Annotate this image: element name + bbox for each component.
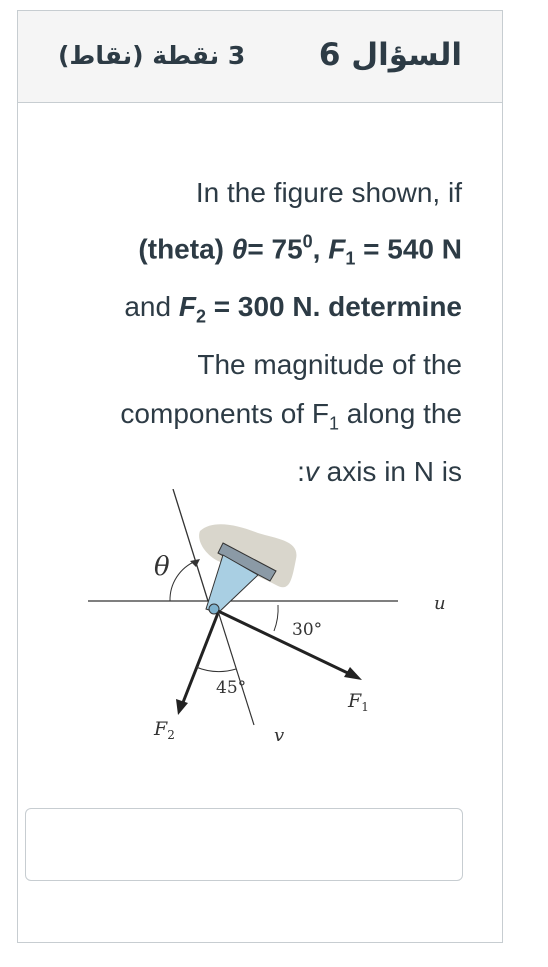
f1-value: = 540 N: [355, 232, 462, 264]
f1-arrowhead: [344, 667, 362, 680]
question-header: [18, 11, 502, 103]
angle-30-label: 30°: [292, 620, 323, 640]
v-label: v: [274, 725, 285, 746]
v-symbol: v: [304, 455, 319, 487]
question-line-5: [52, 390, 462, 448]
question-line-2: [52, 218, 462, 283]
theta-word: (theta): [138, 232, 232, 264]
components-text: components of F: [120, 397, 329, 429]
f2-arrow-line: [182, 613, 218, 705]
v-axis: [218, 611, 254, 725]
question-title: السؤال 6: [318, 37, 462, 73]
question-line-4: The magnitude of the: [197, 349, 462, 381]
u-label: u: [434, 593, 446, 614]
theta-symbol: θ: [231, 232, 248, 264]
pin-joint: [209, 604, 219, 614]
angle-30-arc: [274, 605, 278, 631]
f2-arrowhead: [176, 699, 188, 715]
along-text: along the: [339, 397, 462, 429]
f2-label: $F_2$: [154, 718, 175, 742]
question-points: 3 نقطة (نقاط): [58, 41, 246, 70]
degree-sup: 0: [302, 231, 313, 252]
f1-arrow-line: [218, 611, 354, 676]
theta-value: = 75: [247, 232, 303, 264]
f1-label: $F_1$: [348, 690, 369, 714]
axis-text: axis in N is: [318, 455, 462, 487]
colon: :: [297, 455, 305, 487]
f1-subscript-2: 1: [328, 413, 339, 434]
theta-arc: [170, 561, 196, 601]
angle-45-arc: [196, 667, 236, 672]
question-line-3: [52, 283, 462, 341]
force-diagram: [78, 489, 478, 749]
f1-subscript: 1: [345, 248, 356, 269]
angle-45-label: 45°: [216, 678, 247, 698]
comma: ,: [312, 232, 329, 264]
f2-symbol: F: [178, 290, 196, 322]
question-text: [52, 169, 462, 496]
question-line-1: In the figure shown, if: [195, 177, 462, 208]
theta-label: θ: [154, 552, 170, 582]
question-card: [17, 10, 503, 943]
f2-subscript: 2: [195, 306, 206, 327]
and-word: and: [124, 290, 179, 322]
f1-symbol: F: [328, 232, 346, 264]
answer-input[interactable]: [25, 808, 463, 881]
f2-value: = 300 N. determine: [205, 290, 462, 322]
